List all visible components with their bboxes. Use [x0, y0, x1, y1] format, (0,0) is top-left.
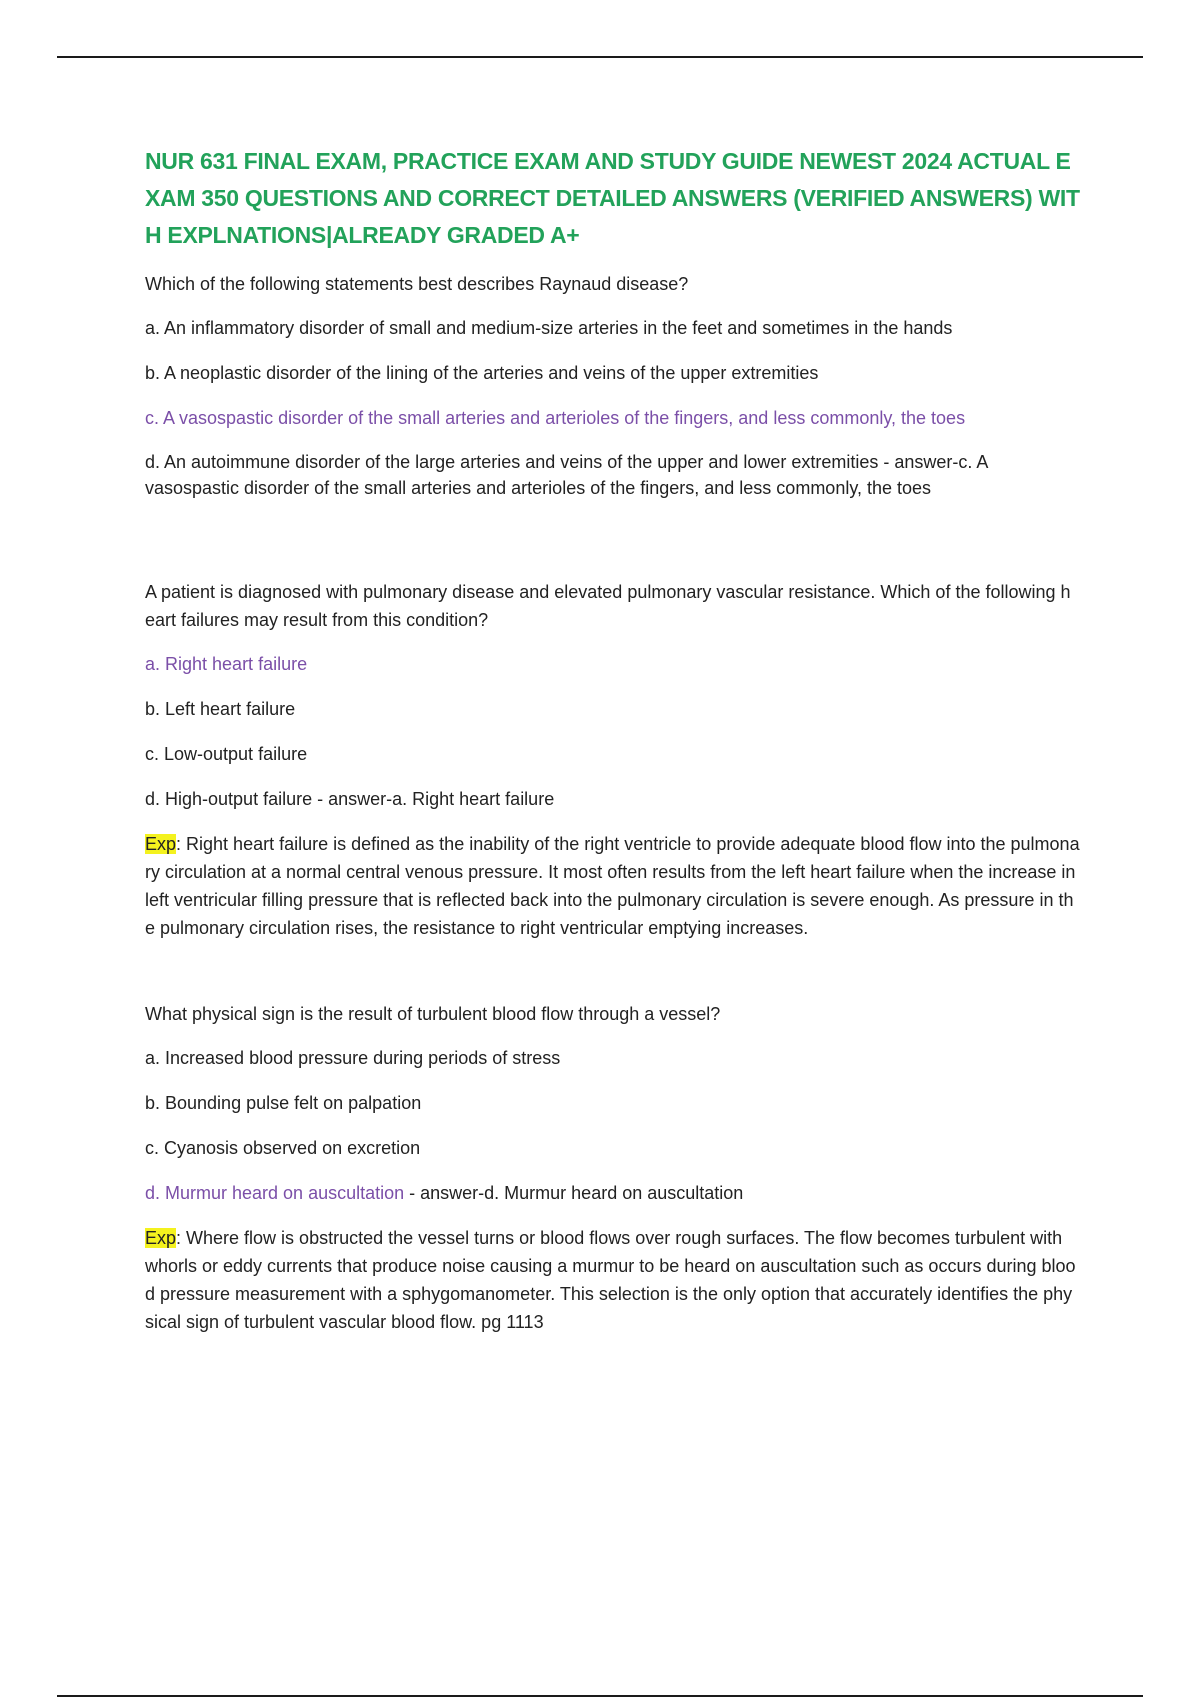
option-b: b. Bounding pulse felt on palpation	[145, 1093, 422, 1113]
option-b: b. A neoplastic disorder of the lining of the arteries and veins of the upper extremities	[145, 363, 819, 383]
header-rule	[57, 56, 1143, 58]
explanation	[145, 1224, 1080, 1336]
document-body	[145, 143, 1080, 1336]
question-text: A patient is diagnosed with pulmonary disease and elevated pulmonary vascular resistance. Which of the following heart failures may result from this condition?	[145, 582, 1071, 630]
spacer	[145, 518, 1080, 578]
question-block-3	[145, 1000, 1080, 1336]
spacer	[145, 942, 1080, 1000]
option-d-with-answer: d. An autoimmune disorder of the large arteries and veins of the upper and lower extremities - answer-c. A vasospastic disorder of the small arteries and arterioles of the fingers, and less commonly, the toes	[145, 452, 988, 498]
option-d-with-answer: d. High-output failure - answer-a. Right heart failure	[145, 789, 555, 809]
explanation	[145, 830, 1080, 942]
option-c: c. Low-output failure	[145, 744, 308, 764]
answer-key: - answer-d. Murmur heard on auscultation	[404, 1183, 744, 1203]
explanation-text: : Where flow is obstructed the vessel turns or blood flows over rough surfaces. The flow becomes turbulent with whorls or eddy currents that produce noise causing a murmur to be heard on auscultation such as occurs during blood pressure measurement with a sphygomanometer. This selection is the only option that accurately identifies the physical sign of turbulent vascular blood flow. pg 1113	[145, 1228, 1076, 1332]
question-text: What physical sign is the result of turbulent blood flow through a vessel?	[145, 1004, 721, 1024]
document-title: NUR 631 FINAL EXAM, PRACTICE EXAM AND STUDY GUIDE NEWEST 2024 ACTUAL EXAM 350 QUESTIONS AND CORRECT DETAILED ANSWERS (VERIFIED ANSWERS) WITH EXPLNATIONS|ALREADY GRADED A+	[145, 148, 1080, 248]
option-d-correct: d. Murmur heard on auscultation	[145, 1183, 405, 1203]
question-text: Which of the following statements best describes Raynaud disease?	[145, 274, 689, 294]
footer-rule	[57, 1695, 1143, 1697]
option-c-correct: c. A vasospastic disorder of the small arteries and arterioles of the fingers, and less commonly, the toes	[145, 408, 966, 428]
question-block-2	[145, 578, 1080, 942]
explanation-label: Exp	[145, 834, 177, 854]
option-a-correct: a. Right heart failure	[145, 654, 308, 674]
explanation-label: Exp	[145, 1228, 177, 1248]
option-b: b. Left heart failure	[145, 699, 296, 719]
option-a: a. Increased blood pressure during periods of stress	[145, 1048, 561, 1068]
option-d-with-answer	[145, 1179, 1080, 1207]
option-a: a. An inflammatory disorder of small and medium-size arteries in the feet and sometimes in the hands	[145, 318, 953, 338]
explanation-text: : Right heart failure is defined as the inability of the right ventricle to provide adequate blood flow into the pulmonary circulation at a normal central venous pressure. It most often results from the left heart failure when the increase in left ventricular filling pressure that is reflected back into the pulmonary circulation is severe enough. As pressure in the pulmonary circulation rises, the resistance to right ventricular emptying increases.	[145, 834, 1080, 938]
option-c: c. Cyanosis observed on excretion	[145, 1138, 421, 1158]
question-block-1	[145, 270, 1080, 501]
